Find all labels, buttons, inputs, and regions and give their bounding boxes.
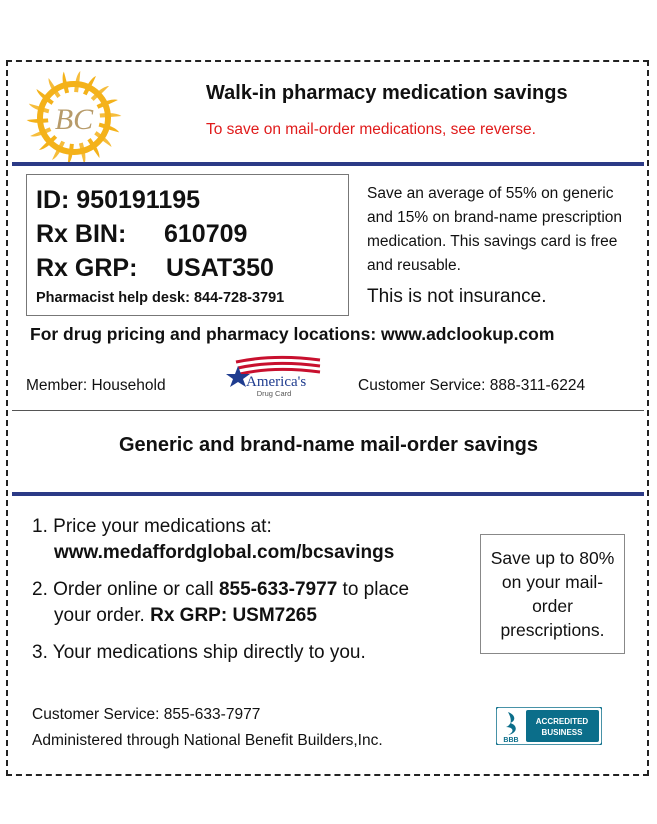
step-2-number: 2. — [32, 579, 48, 600]
step-2-text: Order online or call — [53, 579, 219, 600]
step-1-text: Price your medications at: — [53, 516, 272, 537]
step-2 — [32, 577, 409, 629]
step-3 — [32, 640, 366, 666]
administered-by: Administered through National Benefit Builders,Inc. — [32, 732, 383, 749]
rx-grp-value: USAT350 — [166, 254, 274, 282]
mail-order-phone: 855-633-7977 — [218, 579, 338, 600]
member-type: Member: Household — [26, 377, 166, 394]
rx-bin-value: 610709 — [164, 220, 248, 248]
step-1-number: 1. — [32, 516, 48, 537]
customer-service-walkin: Customer Service: 888-311-6224 — [358, 377, 586, 394]
mail-order-url: www.medaffordglobal.com/bcsavings — [54, 542, 395, 563]
americas-drug-card-logo — [224, 352, 324, 398]
bbb-short: BBB — [503, 737, 519, 744]
step-3-text: Your medications ship directly to you. — [52, 642, 366, 663]
cut-line-frame — [6, 60, 649, 776]
step-3-number: 3. — [32, 642, 48, 663]
page-title: Walk-in pharmacy medication savings — [206, 82, 568, 104]
mail-order-title: Generic and brand-name mail-order savings — [118, 434, 538, 456]
step-2-text-after: to place — [337, 579, 410, 600]
step-1 — [32, 514, 394, 566]
bc-logo — [26, 70, 122, 166]
divider-middle — [12, 410, 644, 411]
brand-tagline: Drug Card — [256, 389, 292, 398]
not-insurance-notice: This is not insurance. — [367, 286, 547, 307]
bbb-accredited-logo — [496, 707, 602, 745]
mail-order-savings-text: Save up to 80% on your mail-order prescriptions. — [490, 548, 615, 640]
bbb-label-top: ACCREDITED — [535, 717, 589, 726]
mail-order-rx-grp: Rx GRP: USM7265 — [150, 605, 317, 626]
pricing-line: For drug pricing and pharmacy locations: www.adclookup.com — [30, 324, 555, 344]
rx-bin-label: Rx BIN: — [36, 220, 127, 248]
logo-monogram: BC — [54, 103, 94, 136]
page-subtitle: To save on mail-order medications, see reverse. — [206, 121, 536, 138]
customer-service-mail: Customer Service: 855-633-7977 — [32, 706, 261, 723]
step-2-line2: your order. — [54, 605, 151, 626]
divider-top — [12, 162, 644, 166]
mail-order-savings-box — [480, 534, 625, 654]
bbb-label-bottom: BUSINESS — [541, 728, 583, 737]
brand-name: America's — [246, 374, 307, 390]
savings-blurb: Save an average of 55% on generic and 15% on brand-name prescription medication. This savings card is free and reusable. — [367, 185, 623, 274]
member-id: ID: 950191195 — [36, 186, 201, 214]
rx-grp-label: Rx GRP: — [36, 254, 138, 282]
pharmacist-help-desk: Pharmacist help desk: 844-728-3791 — [36, 290, 285, 306]
divider-mail-order — [12, 492, 644, 496]
